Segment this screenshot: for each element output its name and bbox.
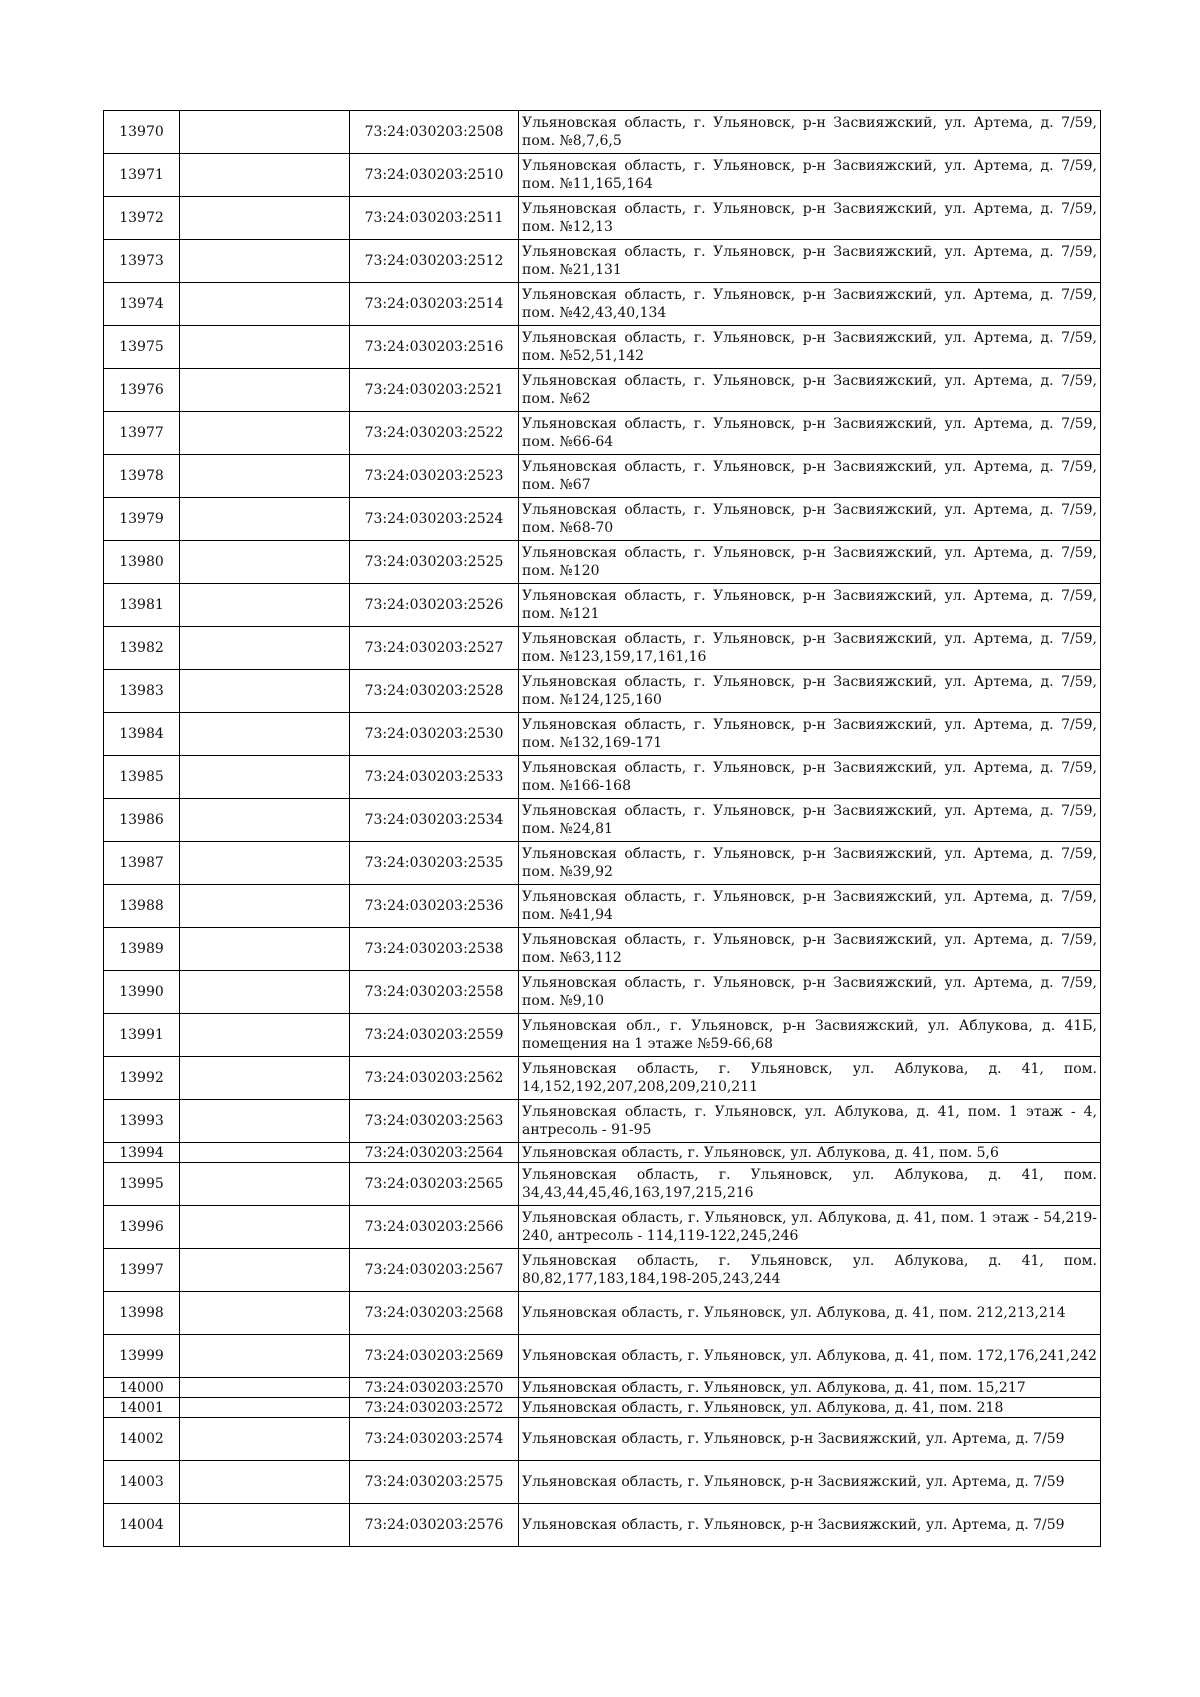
row-number-cell: 13998 bbox=[104, 1292, 180, 1335]
cadastral-number-cell: 73:24:030203:2567 bbox=[350, 1249, 519, 1292]
cadastral-number-cell: 73:24:030203:2576 bbox=[350, 1504, 519, 1547]
table-row bbox=[104, 154, 1101, 197]
table-row bbox=[104, 670, 1101, 713]
row-number-cell: 13980 bbox=[104, 541, 180, 584]
address-cell: Ульяновская область, г. Ульяновск, р-н Засвияжский, ул. Артема, д. 7/59, пом. №67 bbox=[519, 455, 1101, 498]
empty-cell bbox=[180, 412, 350, 455]
empty-cell bbox=[180, 928, 350, 971]
address-cell: Ульяновская область, г. Ульяновск, ул. Аблукова, д. 41, пом. 1 этаж - 54,219-240, антресоль - 114,119-122,245,246 bbox=[519, 1206, 1101, 1249]
cadastral-number-cell: 73:24:030203:2570 bbox=[350, 1378, 519, 1398]
row-number-cell: 13988 bbox=[104, 885, 180, 928]
table-row bbox=[104, 799, 1101, 842]
cadastral-number-cell: 73:24:030203:2562 bbox=[350, 1057, 519, 1100]
table-row bbox=[104, 1014, 1101, 1057]
cadastral-number-cell: 73:24:030203:2508 bbox=[350, 111, 519, 154]
row-number-cell: 14004 bbox=[104, 1504, 180, 1547]
row-number-cell: 13978 bbox=[104, 455, 180, 498]
address-cell: Ульяновская область, г. Ульяновск, р-н Засвияжский, ул. Артема, д. 7/59 bbox=[519, 1461, 1101, 1504]
table-row bbox=[104, 541, 1101, 584]
cadastral-number-cell: 73:24:030203:2511 bbox=[350, 197, 519, 240]
address-cell: Ульяновская область, г. Ульяновск, ул. Аблукова, д. 41, пом. 212,213,214 bbox=[519, 1292, 1101, 1335]
address-cell: Ульяновская область, г. Ульяновск, р-н Засвияжский, ул. Артема, д. 7/59, пом. №63,112 bbox=[519, 928, 1101, 971]
row-number-cell: 13977 bbox=[104, 412, 180, 455]
table-row bbox=[104, 1143, 1101, 1163]
row-number-cell: 13997 bbox=[104, 1249, 180, 1292]
empty-cell bbox=[180, 670, 350, 713]
row-number-cell: 13983 bbox=[104, 670, 180, 713]
empty-cell bbox=[180, 369, 350, 412]
registry-table bbox=[103, 110, 1101, 1547]
address-cell: Ульяновская область, г. Ульяновск, р-н Засвияжский, ул. Артема, д. 7/59, пом. №52,51,142 bbox=[519, 326, 1101, 369]
row-number-cell: 13973 bbox=[104, 240, 180, 283]
empty-cell bbox=[180, 627, 350, 670]
row-number-cell: 13995 bbox=[104, 1163, 180, 1206]
address-cell: Ульяновская область, г. Ульяновск, р-н Засвияжский, ул. Артема, д. 7/59, пом. №42,43,40,134 bbox=[519, 283, 1101, 326]
cadastral-number-cell: 73:24:030203:2563 bbox=[350, 1100, 519, 1143]
address-cell: Ульяновская область, г. Ульяновск, р-н Засвияжский, ул. Артема, д. 7/59, пом. №39,92 bbox=[519, 842, 1101, 885]
address-cell: Ульяновская область, г. Ульяновск, ул. Аблукова, д. 41, пом. 80,82,177,183,184,198-205,243,244 bbox=[519, 1249, 1101, 1292]
empty-cell bbox=[180, 1014, 350, 1057]
row-number-cell: 13975 bbox=[104, 326, 180, 369]
row-number-cell: 13979 bbox=[104, 498, 180, 541]
empty-cell bbox=[180, 1143, 350, 1163]
registry-table-body bbox=[104, 111, 1101, 1547]
cadastral-number-cell: 73:24:030203:2527 bbox=[350, 627, 519, 670]
cadastral-number-cell: 73:24:030203:2526 bbox=[350, 584, 519, 627]
table-row bbox=[104, 1378, 1101, 1398]
row-number-cell: 13971 bbox=[104, 154, 180, 197]
table-row bbox=[104, 627, 1101, 670]
cadastral-number-cell: 73:24:030203:2575 bbox=[350, 1461, 519, 1504]
cadastral-number-cell: 73:24:030203:2558 bbox=[350, 971, 519, 1014]
row-number-cell: 13993 bbox=[104, 1100, 180, 1143]
table-row bbox=[104, 240, 1101, 283]
cadastral-number-cell: 73:24:030203:2510 bbox=[350, 154, 519, 197]
cadastral-number-cell: 73:24:030203:2534 bbox=[350, 799, 519, 842]
row-number-cell: 13989 bbox=[104, 928, 180, 971]
table-row bbox=[104, 842, 1101, 885]
address-cell: Ульяновская область, г. Ульяновск, р-н Засвияжский, ул. Артема, д. 7/59, пом. №8,7,6,5 bbox=[519, 111, 1101, 154]
cadastral-number-cell: 73:24:030203:2536 bbox=[350, 885, 519, 928]
empty-cell bbox=[180, 197, 350, 240]
cadastral-number-cell: 73:24:030203:2530 bbox=[350, 713, 519, 756]
cadastral-number-cell: 73:24:030203:2535 bbox=[350, 842, 519, 885]
row-number-cell: 13981 bbox=[104, 584, 180, 627]
row-number-cell: 13982 bbox=[104, 627, 180, 670]
empty-cell bbox=[180, 756, 350, 799]
row-number-cell: 14002 bbox=[104, 1418, 180, 1461]
table-row bbox=[104, 369, 1101, 412]
table-row bbox=[104, 1163, 1101, 1206]
table-row bbox=[104, 1206, 1101, 1249]
row-number-cell: 13986 bbox=[104, 799, 180, 842]
table-row bbox=[104, 928, 1101, 971]
table-row bbox=[104, 1100, 1101, 1143]
empty-cell bbox=[180, 1206, 350, 1249]
table-row bbox=[104, 756, 1101, 799]
empty-cell bbox=[180, 1057, 350, 1100]
empty-cell bbox=[180, 1504, 350, 1547]
empty-cell bbox=[180, 455, 350, 498]
cadastral-number-cell: 73:24:030203:2566 bbox=[350, 1206, 519, 1249]
cadastral-number-cell: 73:24:030203:2565 bbox=[350, 1163, 519, 1206]
row-number-cell: 13970 bbox=[104, 111, 180, 154]
address-cell: Ульяновская область, г. Ульяновск, р-н Засвияжский, ул. Артема, д. 7/59, пом. №123,159,17,161,16 bbox=[519, 627, 1101, 670]
cadastral-number-cell: 73:24:030203:2574 bbox=[350, 1418, 519, 1461]
table-row bbox=[104, 713, 1101, 756]
empty-cell bbox=[180, 1100, 350, 1143]
empty-cell bbox=[180, 326, 350, 369]
address-cell: Ульяновская область, г. Ульяновск, р-н Засвияжский, ул. Артема, д. 7/59, пом. №21,131 bbox=[519, 240, 1101, 283]
table-row bbox=[104, 197, 1101, 240]
row-number-cell: 13999 bbox=[104, 1335, 180, 1378]
empty-cell bbox=[180, 971, 350, 1014]
address-cell: Ульяновская область, г. Ульяновск, р-н Засвияжский, ул. Артема, д. 7/59, пом. №41,94 bbox=[519, 885, 1101, 928]
row-number-cell: 13994 bbox=[104, 1143, 180, 1163]
cadastral-number-cell: 73:24:030203:2514 bbox=[350, 283, 519, 326]
cadastral-number-cell: 73:24:030203:2521 bbox=[350, 369, 519, 412]
address-cell: Ульяновская область, г. Ульяновск, р-н Засвияжский, ул. Артема, д. 7/59, пом. №166-168 bbox=[519, 756, 1101, 799]
address-cell: Ульяновская область, г. Ульяновск, р-н Засвияжский, ул. Артема, д. 7/59, пом. №121 bbox=[519, 584, 1101, 627]
row-number-cell: 13984 bbox=[104, 713, 180, 756]
table-row bbox=[104, 1057, 1101, 1100]
cadastral-number-cell: 73:24:030203:2568 bbox=[350, 1292, 519, 1335]
cadastral-number-cell: 73:24:030203:2525 bbox=[350, 541, 519, 584]
cadastral-number-cell: 73:24:030203:2522 bbox=[350, 412, 519, 455]
table-row bbox=[104, 971, 1101, 1014]
address-cell: Ульяновская область, г. Ульяновск, р-н Засвияжский, ул. Артема, д. 7/59, пом. №9,10 bbox=[519, 971, 1101, 1014]
address-cell: Ульяновская область, г. Ульяновск, р-н Засвияжский, ул. Артема, д. 7/59, пом. №62 bbox=[519, 369, 1101, 412]
cadastral-number-cell: 73:24:030203:2516 bbox=[350, 326, 519, 369]
address-cell: Ульяновская область, г. Ульяновск, р-н Засвияжский, ул. Артема, д. 7/59 bbox=[519, 1504, 1101, 1547]
row-number-cell: 13976 bbox=[104, 369, 180, 412]
empty-cell bbox=[180, 799, 350, 842]
empty-cell bbox=[180, 713, 350, 756]
row-number-cell: 14003 bbox=[104, 1461, 180, 1504]
cadastral-number-cell: 73:24:030203:2559 bbox=[350, 1014, 519, 1057]
address-cell: Ульяновская область, г. Ульяновск, р-н Засвияжский, ул. Артема, д. 7/59, пом. №132,169-171 bbox=[519, 713, 1101, 756]
empty-cell bbox=[180, 885, 350, 928]
empty-cell bbox=[180, 1292, 350, 1335]
cadastral-number-cell: 73:24:030203:2564 bbox=[350, 1143, 519, 1163]
address-cell: Ульяновская область, г. Ульяновск, р-н Засвияжский, ул. Артема, д. 7/59 bbox=[519, 1418, 1101, 1461]
cadastral-number-cell: 73:24:030203:2512 bbox=[350, 240, 519, 283]
cadastral-number-cell: 73:24:030203:2569 bbox=[350, 1335, 519, 1378]
empty-cell bbox=[180, 498, 350, 541]
empty-cell bbox=[180, 240, 350, 283]
address-cell: Ульяновская область, г. Ульяновск, ул. Аблукова, д. 41, пом. 14,152,192,207,208,209,210,211 bbox=[519, 1057, 1101, 1100]
table-row bbox=[104, 111, 1101, 154]
empty-cell bbox=[180, 1249, 350, 1292]
address-cell: Ульяновская область, г. Ульяновск, р-н Засвияжский, ул. Артема, д. 7/59, пом. №12,13 bbox=[519, 197, 1101, 240]
table-row bbox=[104, 1398, 1101, 1418]
row-number-cell: 13991 bbox=[104, 1014, 180, 1057]
address-cell: Ульяновская область, г. Ульяновск, ул. Аблукова, д. 41, пом. 15,217 bbox=[519, 1378, 1101, 1398]
cadastral-number-cell: 73:24:030203:2524 bbox=[350, 498, 519, 541]
address-cell: Ульяновская область, г. Ульяновск, р-н Засвияжский, ул. Артема, д. 7/59, пом. №68-70 bbox=[519, 498, 1101, 541]
address-cell: Ульяновская обл., г. Ульяновск, р-н Засвияжский, ул. Аблукова, д. 41Б, помещения на 1 этаже №59-66,68 bbox=[519, 1014, 1101, 1057]
address-cell: Ульяновская область, г. Ульяновск, р-н Засвияжский, ул. Артема, д. 7/59, пом. №120 bbox=[519, 541, 1101, 584]
cadastral-number-cell: 73:24:030203:2528 bbox=[350, 670, 519, 713]
row-number-cell: 13992 bbox=[104, 1057, 180, 1100]
empty-cell bbox=[180, 1398, 350, 1418]
empty-cell bbox=[180, 1418, 350, 1461]
table-row bbox=[104, 1418, 1101, 1461]
address-cell: Ульяновская область, г. Ульяновск, ул. Аблукова, д. 41, пом. 218 bbox=[519, 1398, 1101, 1418]
address-cell: Ульяновская область, г. Ульяновск, р-н Засвияжский, ул. Артема, д. 7/59, пом. №66-64 bbox=[519, 412, 1101, 455]
empty-cell bbox=[180, 1461, 350, 1504]
address-cell: Ульяновская область, г. Ульяновск, р-н Засвияжский, ул. Артема, д. 7/59, пом. №124,125,160 bbox=[519, 670, 1101, 713]
empty-cell bbox=[180, 154, 350, 197]
cadastral-number-cell: 73:24:030203:2572 bbox=[350, 1398, 519, 1418]
row-number-cell: 13996 bbox=[104, 1206, 180, 1249]
table-row bbox=[104, 1249, 1101, 1292]
empty-cell bbox=[180, 1335, 350, 1378]
table-row bbox=[104, 885, 1101, 928]
table-row bbox=[104, 412, 1101, 455]
row-number-cell: 13972 bbox=[104, 197, 180, 240]
row-number-cell: 14000 bbox=[104, 1378, 180, 1398]
empty-cell bbox=[180, 111, 350, 154]
empty-cell bbox=[180, 541, 350, 584]
table-row bbox=[104, 498, 1101, 541]
row-number-cell: 14001 bbox=[104, 1398, 180, 1418]
empty-cell bbox=[180, 1163, 350, 1206]
table-row bbox=[104, 455, 1101, 498]
table-row bbox=[104, 1335, 1101, 1378]
address-cell: Ульяновская область, г. Ульяновск, р-н Засвияжский, ул. Артема, д. 7/59, пом. №24,81 bbox=[519, 799, 1101, 842]
table-row bbox=[104, 1461, 1101, 1504]
table-row bbox=[104, 283, 1101, 326]
cadastral-number-cell: 73:24:030203:2523 bbox=[350, 455, 519, 498]
address-cell: Ульяновская область, г. Ульяновск, р-н Засвияжский, ул. Артема, д. 7/59, пом. №11,165,164 bbox=[519, 154, 1101, 197]
row-number-cell: 13974 bbox=[104, 283, 180, 326]
cadastral-number-cell: 73:24:030203:2533 bbox=[350, 756, 519, 799]
empty-cell bbox=[180, 842, 350, 885]
cadastral-number-cell: 73:24:030203:2538 bbox=[350, 928, 519, 971]
empty-cell bbox=[180, 584, 350, 627]
row-number-cell: 13990 bbox=[104, 971, 180, 1014]
row-number-cell: 13985 bbox=[104, 756, 180, 799]
address-cell: Ульяновская область, г. Ульяновск, ул. Аблукова, д. 41, пом. 1 этаж - 4, антресоль - 91-95 bbox=[519, 1100, 1101, 1143]
address-cell: Ульяновская область, г. Ульяновск, ул. Аблукова, д. 41, пом. 5,6 bbox=[519, 1143, 1101, 1163]
table-row bbox=[104, 1292, 1101, 1335]
table-row bbox=[104, 326, 1101, 369]
table-row bbox=[104, 1504, 1101, 1547]
empty-cell bbox=[180, 1378, 350, 1398]
address-cell: Ульяновская область, г. Ульяновск, ул. Аблукова, д. 41, пом. 34,43,44,45,46,163,197,215,216 bbox=[519, 1163, 1101, 1206]
table-row bbox=[104, 584, 1101, 627]
row-number-cell: 13987 bbox=[104, 842, 180, 885]
address-cell: Ульяновская область, г. Ульяновск, ул. Аблукова, д. 41, пом. 172,176,241,242 bbox=[519, 1335, 1101, 1378]
empty-cell bbox=[180, 283, 350, 326]
